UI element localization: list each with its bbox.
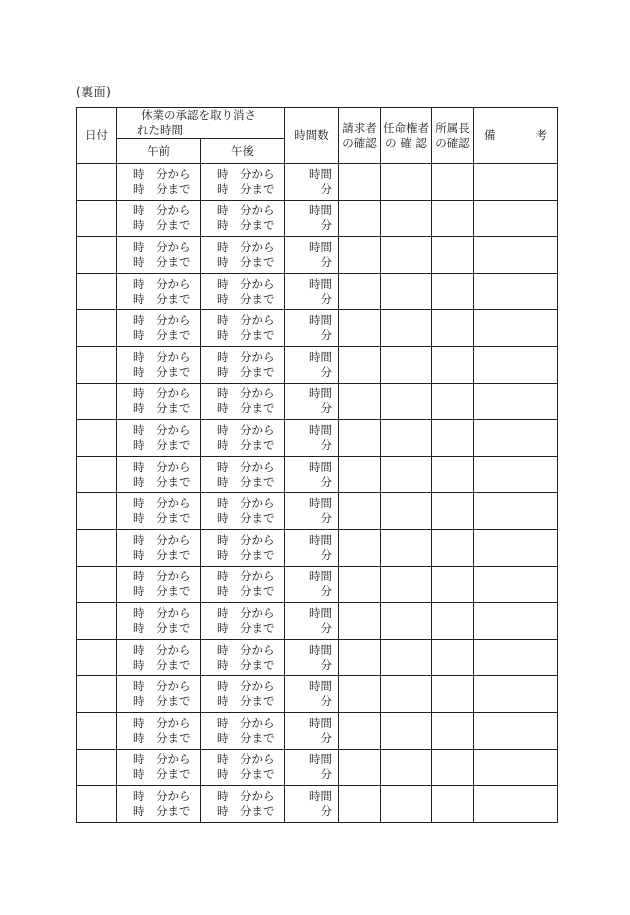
time-from-text: 時 分から bbox=[133, 422, 191, 437]
appointer-confirm-cell[interactable] bbox=[381, 676, 432, 713]
notes-cell[interactable] bbox=[474, 639, 558, 676]
notes-cell[interactable] bbox=[474, 383, 558, 420]
pm-time-cell[interactable] bbox=[201, 200, 285, 237]
hours-cell[interactable] bbox=[285, 529, 339, 566]
minutes-unit-text: 分 bbox=[320, 803, 332, 818]
hours-cell[interactable] bbox=[285, 712, 339, 749]
requester-confirm-cell[interactable] bbox=[339, 529, 381, 566]
time-to-text: 時 分まで bbox=[217, 254, 275, 269]
appointer-confirm-cell[interactable] bbox=[381, 273, 432, 310]
pm-time-cell[interactable] bbox=[201, 383, 285, 420]
date-cell[interactable] bbox=[77, 346, 117, 383]
chief-confirm-cell[interactable] bbox=[432, 420, 474, 457]
minutes-unit-text: 分 bbox=[320, 364, 332, 379]
chief-confirm-cell[interactable] bbox=[432, 200, 474, 237]
hours-unit-text: 時間 bbox=[309, 532, 332, 547]
hours-cell[interactable] bbox=[285, 200, 339, 237]
notes-cell[interactable] bbox=[474, 420, 558, 457]
requester-confirm-cell[interactable] bbox=[339, 383, 381, 420]
am-time-cell[interactable] bbox=[117, 676, 201, 713]
time-from-text: 時 分から bbox=[133, 313, 191, 328]
notes-cell[interactable] bbox=[474, 493, 558, 530]
minutes-unit-text: 分 bbox=[320, 437, 332, 452]
am-time-cell[interactable] bbox=[117, 786, 201, 823]
requester-confirm-cell[interactable] bbox=[339, 456, 381, 493]
appointer-confirm-cell[interactable] bbox=[381, 712, 432, 749]
leave-cancellation-table bbox=[76, 107, 558, 823]
hours-cell[interactable] bbox=[285, 383, 339, 420]
time-to-text: 時 分まで bbox=[217, 584, 275, 599]
time-from-text: 時 分から bbox=[133, 239, 191, 254]
table-row bbox=[77, 749, 558, 786]
time-from-text: 時 分から bbox=[217, 166, 275, 181]
appointer-confirm-cell[interactable] bbox=[381, 237, 432, 274]
time-to-text: 時 分まで bbox=[217, 767, 275, 782]
time-to-text: 時 分まで bbox=[217, 511, 275, 526]
time-to-text: 時 分まで bbox=[217, 291, 275, 306]
time-from-text: 時 分から bbox=[133, 679, 191, 694]
time-to-text: 時 分まで bbox=[217, 218, 275, 233]
minutes-unit-text: 分 bbox=[320, 328, 332, 343]
chief-confirm-cell[interactable] bbox=[432, 786, 474, 823]
time-to-text: 時 分まで bbox=[217, 364, 275, 379]
time-from-text: 時 分から bbox=[217, 386, 275, 401]
chief-confirm-cell[interactable] bbox=[432, 346, 474, 383]
time-from-text: 時 分から bbox=[133, 715, 191, 730]
minutes-unit-text: 分 bbox=[320, 767, 332, 782]
hours-cell[interactable] bbox=[285, 346, 339, 383]
time-to-text: 時 分まで bbox=[133, 511, 191, 526]
header-notes: 備 考 bbox=[474, 108, 558, 164]
date-cell[interactable] bbox=[77, 676, 117, 713]
notes-cell[interactable] bbox=[474, 786, 558, 823]
header-cancelled-time: 休業の承認を取り消さ れた時間 bbox=[117, 108, 285, 139]
requester-confirm-cell[interactable] bbox=[339, 273, 381, 310]
pm-time-cell[interactable] bbox=[201, 310, 285, 347]
date-cell[interactable] bbox=[77, 603, 117, 640]
notes-cell[interactable] bbox=[474, 566, 558, 603]
minutes-unit-text: 分 bbox=[320, 584, 332, 599]
table-row bbox=[77, 237, 558, 274]
appointer-confirm-cell[interactable] bbox=[381, 164, 432, 201]
date-cell[interactable] bbox=[77, 639, 117, 676]
am-time-cell[interactable] bbox=[117, 639, 201, 676]
table-row bbox=[77, 529, 558, 566]
am-time-cell[interactable] bbox=[117, 164, 201, 201]
chief-confirm-cell[interactable] bbox=[432, 676, 474, 713]
time-from-text: 時 分から bbox=[133, 203, 191, 218]
appointer-confirm-cell[interactable] bbox=[381, 493, 432, 530]
minutes-unit-text: 分 bbox=[320, 730, 332, 745]
notes-cell[interactable] bbox=[474, 164, 558, 201]
time-to-text: 時 分まで bbox=[133, 437, 191, 452]
date-cell[interactable] bbox=[77, 529, 117, 566]
pm-time-cell[interactable] bbox=[201, 346, 285, 383]
date-cell[interactable] bbox=[77, 493, 117, 530]
table-row bbox=[77, 346, 558, 383]
time-to-text: 時 分まで bbox=[217, 620, 275, 635]
appointer-confirm-cell[interactable] bbox=[381, 383, 432, 420]
requester-confirm-cell[interactable] bbox=[339, 712, 381, 749]
pm-time-cell[interactable] bbox=[201, 676, 285, 713]
time-to-text: 時 分まで bbox=[217, 803, 275, 818]
requester-confirm-cell[interactable] bbox=[339, 200, 381, 237]
appointer-confirm-cell[interactable] bbox=[381, 310, 432, 347]
requester-confirm-cell[interactable] bbox=[339, 676, 381, 713]
requester-confirm-cell[interactable] bbox=[339, 566, 381, 603]
time-from-text: 時 分から bbox=[217, 605, 275, 620]
time-from-text: 時 分から bbox=[217, 752, 275, 767]
appointer-confirm-cell[interactable] bbox=[381, 749, 432, 786]
time-from-text: 時 分から bbox=[133, 569, 191, 584]
pm-time-cell[interactable] bbox=[201, 529, 285, 566]
header-appointer-confirm: 任命権者 の 確 認 bbox=[381, 108, 432, 164]
time-to-text: 時 分まで bbox=[133, 767, 191, 782]
time-to-text: 時 分まで bbox=[217, 437, 275, 452]
hours-cell[interactable] bbox=[285, 237, 339, 274]
requester-confirm-cell[interactable] bbox=[339, 346, 381, 383]
pm-time-cell[interactable] bbox=[201, 273, 285, 310]
time-to-text: 時 分まで bbox=[133, 547, 191, 562]
am-time-cell[interactable] bbox=[117, 383, 201, 420]
hours-unit-text: 時間 bbox=[309, 459, 332, 474]
table-row bbox=[77, 383, 558, 420]
time-from-text: 時 分から bbox=[133, 642, 191, 657]
time-to-text: 時 分まで bbox=[217, 694, 275, 709]
time-to-text: 時 分まで bbox=[217, 401, 275, 416]
minutes-unit-text: 分 bbox=[320, 254, 332, 269]
time-to-text: 時 分まで bbox=[217, 328, 275, 343]
table-row bbox=[77, 676, 558, 713]
requester-confirm-cell[interactable] bbox=[339, 493, 381, 530]
minutes-unit-text: 分 bbox=[320, 511, 332, 526]
date-cell[interactable] bbox=[77, 383, 117, 420]
hours-cell[interactable] bbox=[285, 310, 339, 347]
chief-confirm-cell[interactable] bbox=[432, 749, 474, 786]
date-cell[interactable] bbox=[77, 420, 117, 457]
time-from-text: 時 分から bbox=[217, 313, 275, 328]
am-time-cell[interactable] bbox=[117, 273, 201, 310]
time-to-text: 時 分まで bbox=[133, 657, 191, 672]
notes-cell[interactable] bbox=[474, 529, 558, 566]
time-to-text: 時 分まで bbox=[217, 474, 275, 489]
side-label: (裏面) bbox=[76, 85, 112, 99]
pm-time-cell[interactable] bbox=[201, 237, 285, 274]
hours-unit-text: 時間 bbox=[309, 166, 332, 181]
hours-unit-text: 時間 bbox=[309, 422, 332, 437]
date-cell[interactable] bbox=[77, 456, 117, 493]
hours-unit-text: 時間 bbox=[309, 349, 332, 364]
chief-confirm-cell[interactable] bbox=[432, 456, 474, 493]
minutes-unit-text: 分 bbox=[320, 694, 332, 709]
am-time-cell[interactable] bbox=[117, 529, 201, 566]
time-from-text: 時 分から bbox=[217, 276, 275, 291]
table-row bbox=[77, 603, 558, 640]
hours-cell[interactable] bbox=[285, 786, 339, 823]
requester-confirm-cell[interactable] bbox=[339, 603, 381, 640]
pm-time-cell[interactable] bbox=[201, 712, 285, 749]
time-to-text: 時 分まで bbox=[133, 291, 191, 306]
hours-unit-text: 時間 bbox=[309, 715, 332, 730]
header-am: 午前 bbox=[117, 139, 201, 164]
minutes-unit-text: 分 bbox=[320, 657, 332, 672]
table-row bbox=[77, 493, 558, 530]
time-from-text: 時 分から bbox=[133, 788, 191, 803]
am-time-cell[interactable] bbox=[117, 420, 201, 457]
am-time-cell[interactable] bbox=[117, 456, 201, 493]
time-to-text: 時 分まで bbox=[133, 803, 191, 818]
time-from-text: 時 分から bbox=[217, 422, 275, 437]
am-time-cell[interactable] bbox=[117, 310, 201, 347]
date-cell[interactable] bbox=[77, 237, 117, 274]
time-from-text: 時 分から bbox=[133, 752, 191, 767]
chief-confirm-cell[interactable] bbox=[432, 603, 474, 640]
notes-cell[interactable] bbox=[474, 310, 558, 347]
requester-confirm-cell[interactable] bbox=[339, 310, 381, 347]
time-from-text: 時 分から bbox=[133, 605, 191, 620]
date-cell[interactable] bbox=[77, 310, 117, 347]
time-from-text: 時 分から bbox=[133, 386, 191, 401]
am-time-cell[interactable] bbox=[117, 712, 201, 749]
date-cell[interactable] bbox=[77, 200, 117, 237]
time-from-text: 時 分から bbox=[217, 496, 275, 511]
requester-confirm-cell[interactable] bbox=[339, 786, 381, 823]
am-time-cell[interactable] bbox=[117, 237, 201, 274]
chief-confirm-cell[interactable] bbox=[432, 164, 474, 201]
notes-cell[interactable] bbox=[474, 676, 558, 713]
appointer-confirm-cell[interactable] bbox=[381, 603, 432, 640]
date-cell[interactable] bbox=[77, 164, 117, 201]
hours-unit-text: 時間 bbox=[309, 569, 332, 584]
appointer-confirm-cell[interactable] bbox=[381, 566, 432, 603]
table-row bbox=[77, 712, 558, 749]
appointer-confirm-cell[interactable] bbox=[381, 639, 432, 676]
hours-cell[interactable] bbox=[285, 676, 339, 713]
time-to-text: 時 分まで bbox=[133, 218, 191, 233]
chief-confirm-cell[interactable] bbox=[432, 712, 474, 749]
chief-confirm-cell[interactable] bbox=[432, 237, 474, 274]
hours-unit-text: 時間 bbox=[309, 496, 332, 511]
time-from-text: 時 分から bbox=[217, 715, 275, 730]
time-from-text: 時 分から bbox=[217, 203, 275, 218]
hours-cell[interactable] bbox=[285, 493, 339, 530]
hours-unit-text: 時間 bbox=[309, 605, 332, 620]
time-from-text: 時 分から bbox=[217, 642, 275, 657]
time-to-text: 時 分まで bbox=[133, 730, 191, 745]
table-row bbox=[77, 310, 558, 347]
chief-confirm-cell[interactable] bbox=[432, 273, 474, 310]
time-from-text: 時 分から bbox=[217, 239, 275, 254]
time-from-text: 時 分から bbox=[133, 349, 191, 364]
pm-time-cell[interactable] bbox=[201, 786, 285, 823]
appointer-confirm-cell[interactable] bbox=[381, 456, 432, 493]
chief-confirm-cell[interactable] bbox=[432, 383, 474, 420]
requester-confirm-cell[interactable] bbox=[339, 237, 381, 274]
time-from-text: 時 分から bbox=[133, 532, 191, 547]
time-to-text: 時 分まで bbox=[133, 401, 191, 416]
appointer-confirm-cell[interactable] bbox=[381, 420, 432, 457]
pm-time-cell[interactable] bbox=[201, 566, 285, 603]
notes-cell[interactable] bbox=[474, 237, 558, 274]
time-to-text: 時 分まで bbox=[133, 328, 191, 343]
hours-cell[interactable] bbox=[285, 273, 339, 310]
am-time-cell[interactable] bbox=[117, 493, 201, 530]
am-time-cell[interactable] bbox=[117, 346, 201, 383]
chief-confirm-cell[interactable] bbox=[432, 310, 474, 347]
pm-time-cell[interactable] bbox=[201, 493, 285, 530]
notes-cell[interactable] bbox=[474, 456, 558, 493]
pm-time-cell[interactable] bbox=[201, 456, 285, 493]
date-cell[interactable] bbox=[77, 786, 117, 823]
header-chief-confirm: 所属長 の確認 bbox=[432, 108, 474, 164]
notes-cell[interactable] bbox=[474, 346, 558, 383]
chief-confirm-cell[interactable] bbox=[432, 566, 474, 603]
table-row bbox=[77, 786, 558, 823]
time-to-text: 時 分まで bbox=[217, 730, 275, 745]
time-to-text: 時 分まで bbox=[133, 620, 191, 635]
minutes-unit-text: 分 bbox=[320, 401, 332, 416]
header-date: 日付 bbox=[77, 108, 117, 164]
time-to-text: 時 分まで bbox=[217, 547, 275, 562]
minutes-unit-text: 分 bbox=[320, 474, 332, 489]
date-cell[interactable] bbox=[77, 749, 117, 786]
hours-unit-text: 時間 bbox=[309, 313, 332, 328]
am-time-cell[interactable] bbox=[117, 200, 201, 237]
hours-unit-text: 時間 bbox=[309, 788, 332, 803]
time-from-text: 時 分から bbox=[133, 459, 191, 474]
chief-confirm-cell[interactable] bbox=[432, 639, 474, 676]
time-from-text: 時 分から bbox=[217, 788, 275, 803]
pm-time-cell[interactable] bbox=[201, 639, 285, 676]
notes-cell[interactable] bbox=[474, 273, 558, 310]
time-to-text: 時 分まで bbox=[133, 254, 191, 269]
pm-time-cell[interactable] bbox=[201, 164, 285, 201]
hours-cell[interactable] bbox=[285, 566, 339, 603]
time-from-text: 時 分から bbox=[217, 349, 275, 364]
time-from-text: 時 分から bbox=[133, 496, 191, 511]
hours-cell[interactable] bbox=[285, 639, 339, 676]
hours-cell[interactable] bbox=[285, 164, 339, 201]
table-row bbox=[77, 273, 558, 310]
table-row bbox=[77, 420, 558, 457]
header-requester-confirm: 請求者 の確認 bbox=[339, 108, 381, 164]
hours-cell[interactable] bbox=[285, 420, 339, 457]
hours-unit-text: 時間 bbox=[309, 276, 332, 291]
appointer-confirm-cell[interactable] bbox=[381, 529, 432, 566]
requester-confirm-cell[interactable] bbox=[339, 639, 381, 676]
hours-unit-text: 時間 bbox=[309, 239, 332, 254]
time-from-text: 時 分から bbox=[217, 532, 275, 547]
requester-confirm-cell[interactable] bbox=[339, 164, 381, 201]
hours-cell[interactable] bbox=[285, 749, 339, 786]
requester-confirm-cell[interactable] bbox=[339, 749, 381, 786]
notes-cell[interactable] bbox=[474, 749, 558, 786]
date-cell[interactable] bbox=[77, 566, 117, 603]
time-from-text: 時 分から bbox=[217, 569, 275, 584]
date-cell[interactable] bbox=[77, 712, 117, 749]
time-to-text: 時 分まで bbox=[217, 181, 275, 196]
appointer-confirm-cell[interactable] bbox=[381, 200, 432, 237]
hours-unit-text: 時間 bbox=[309, 203, 332, 218]
minutes-unit-text: 分 bbox=[320, 181, 332, 196]
am-time-cell[interactable] bbox=[117, 749, 201, 786]
minutes-unit-text: 分 bbox=[320, 620, 332, 635]
table-row bbox=[77, 566, 558, 603]
table-row bbox=[77, 164, 558, 201]
notes-cell[interactable] bbox=[474, 603, 558, 640]
notes-cell[interactable] bbox=[474, 712, 558, 749]
time-to-text: 時 分まで bbox=[133, 474, 191, 489]
minutes-unit-text: 分 bbox=[320, 218, 332, 233]
am-time-cell[interactable] bbox=[117, 603, 201, 640]
header-hours: 時間数 bbox=[285, 108, 339, 164]
hours-unit-text: 時間 bbox=[309, 386, 332, 401]
am-time-cell[interactable] bbox=[117, 566, 201, 603]
table-row bbox=[77, 639, 558, 676]
appointer-confirm-cell[interactable] bbox=[381, 346, 432, 383]
chief-confirm-cell[interactable] bbox=[432, 493, 474, 530]
time-to-text: 時 分まで bbox=[217, 657, 275, 672]
time-to-text: 時 分まで bbox=[133, 584, 191, 599]
pm-time-cell[interactable] bbox=[201, 420, 285, 457]
time-from-text: 時 分から bbox=[133, 166, 191, 181]
appointer-confirm-cell[interactable] bbox=[381, 786, 432, 823]
requester-confirm-cell[interactable] bbox=[339, 420, 381, 457]
hours-cell[interactable] bbox=[285, 456, 339, 493]
table-row bbox=[77, 200, 558, 237]
table-row bbox=[77, 456, 558, 493]
minutes-unit-text: 分 bbox=[320, 291, 332, 306]
date-cell[interactable] bbox=[77, 273, 117, 310]
pm-time-cell[interactable] bbox=[201, 749, 285, 786]
time-from-text: 時 分から bbox=[217, 679, 275, 694]
time-from-text: 時 分から bbox=[133, 276, 191, 291]
header-pm: 午後 bbox=[201, 139, 285, 164]
hours-unit-text: 時間 bbox=[309, 679, 332, 694]
time-to-text: 時 分まで bbox=[133, 181, 191, 196]
pm-time-cell[interactable] bbox=[201, 603, 285, 640]
hours-cell[interactable] bbox=[285, 603, 339, 640]
hours-unit-text: 時間 bbox=[309, 752, 332, 767]
hours-unit-text: 時間 bbox=[309, 642, 332, 657]
time-to-text: 時 分まで bbox=[133, 694, 191, 709]
chief-confirm-cell[interactable] bbox=[432, 529, 474, 566]
minutes-unit-text: 分 bbox=[320, 547, 332, 562]
time-from-text: 時 分から bbox=[217, 459, 275, 474]
time-to-text: 時 分まで bbox=[133, 364, 191, 379]
notes-cell[interactable] bbox=[474, 200, 558, 237]
